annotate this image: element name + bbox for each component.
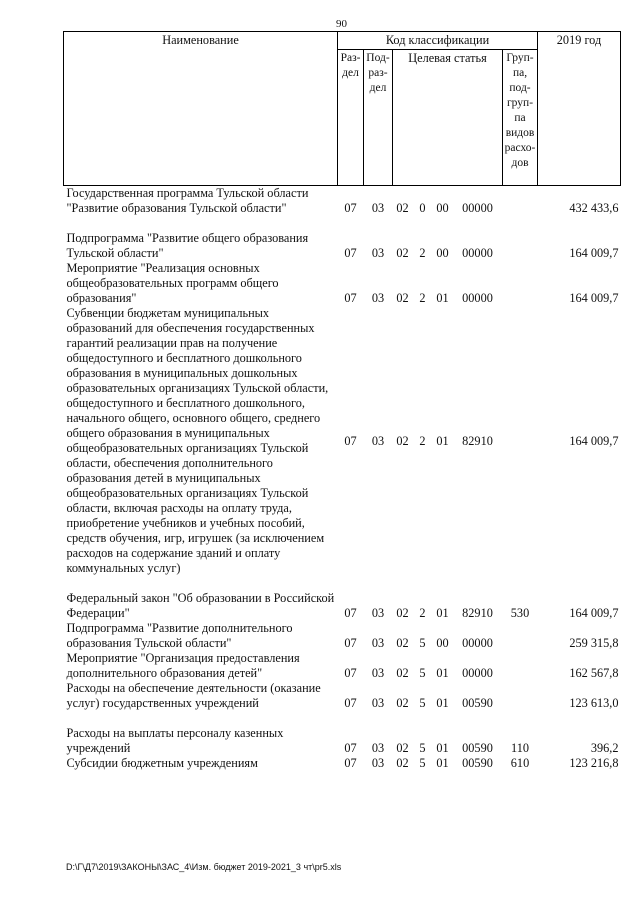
row-cs4: 00590 <box>462 696 493 710</box>
row-name: Расходы на выплаты персоналу казенных учреждений <box>66 726 284 755</box>
header-expense-group: Груп- па, под- груп- па видов расхо- дов <box>503 50 538 186</box>
budget-table <box>63 31 621 771</box>
row-podrazdel: 03 <box>371 696 385 710</box>
header-section: Раз- дел <box>338 50 364 186</box>
row-amount: 123 216,8 <box>569 756 619 770</box>
row-cs1: 02 <box>396 636 409 650</box>
row-cs3: 00 <box>436 636 449 650</box>
row-cs1: 02 <box>396 741 409 755</box>
header-target-article: Целевая статья <box>393 50 503 186</box>
row-cs3: 00 <box>436 246 449 260</box>
row-cs2: 2 <box>419 433 426 448</box>
header-classification: Код классификации <box>338 32 538 50</box>
row-cs4: 00000 <box>462 666 493 680</box>
row-cs4: 00000 <box>462 246 493 260</box>
row-cs2: 2 <box>419 246 426 260</box>
row-cs2: 5 <box>419 696 426 710</box>
row-cs1: 02 <box>396 433 409 448</box>
row-cs4: 82910 <box>462 433 493 448</box>
table-row <box>64 591 621 621</box>
row-podrazdel: 03 <box>371 246 385 260</box>
row-podrazdel: 03 <box>371 201 385 215</box>
table-row <box>64 261 621 306</box>
row-razdel: 07 <box>344 696 357 710</box>
row-vr <box>503 621 538 651</box>
row-cs2: 5 <box>419 741 426 755</box>
row-podrazdel: 03 <box>371 666 385 680</box>
row-razdel: 07 <box>344 606 357 620</box>
row-vr <box>503 681 538 711</box>
row-name: Субсидии бюджетным учреждениям <box>66 756 258 770</box>
row-cs1: 02 <box>396 756 409 770</box>
row-podrazdel: 03 <box>371 756 385 770</box>
row-razdel: 07 <box>344 636 357 650</box>
row-cs1: 02 <box>396 606 409 620</box>
row-podrazdel: 03 <box>371 291 385 305</box>
row-name: Федеральный закон "Об образовании в Российской Федерации" <box>66 591 335 620</box>
row-vr: 110 <box>511 741 529 755</box>
row-name: Мероприятие "Организация предоставления дополнительного образования детей" <box>66 651 300 680</box>
row-amount: 164 009,7 <box>569 606 619 620</box>
row-cs1: 02 <box>396 696 409 710</box>
row-spacer <box>64 711 621 726</box>
row-vr <box>503 261 538 306</box>
row-amount: 259 315,8 <box>569 636 619 650</box>
row-cs1: 02 <box>396 201 409 215</box>
row-razdel: 07 <box>344 741 357 755</box>
row-amount: 162 567,8 <box>569 666 619 680</box>
row-cs2: 2 <box>419 606 426 620</box>
table-row <box>64 186 621 217</box>
row-name: Расходы на обеспечение деятельности (оказание услуг) государственных учреждений <box>66 681 321 710</box>
row-cs2: 0 <box>419 201 426 215</box>
footer-file-path: D:\Г\Д7\2019\ЗАКОНЫ\ЗАС_4\Изм. бюджет 2019-2021_3 чт\pr5.xls <box>66 862 342 872</box>
row-vr: 610 <box>510 756 530 770</box>
row-vr: 530 <box>510 606 530 620</box>
row-podrazdel: 03 <box>371 636 385 650</box>
row-amount: 164 009,7 <box>569 246 619 260</box>
table-row <box>64 306 621 576</box>
header-name: Наименование <box>64 32 338 186</box>
row-cs3: 00 <box>436 201 449 215</box>
row-cs2: 5 <box>419 666 426 680</box>
row-razdel: 07 <box>344 756 357 770</box>
row-vr <box>503 651 538 681</box>
row-razdel: 07 <box>344 246 357 260</box>
table-row <box>64 621 621 651</box>
row-cs4: 00000 <box>462 636 493 650</box>
table-row <box>64 681 621 711</box>
row-cs1: 02 <box>396 291 409 305</box>
row-razdel: 07 <box>344 433 357 448</box>
row-amount: 164 009,7 <box>569 291 619 305</box>
page-number: 90 <box>336 18 347 30</box>
row-amount: 164 009,7 <box>569 433 619 448</box>
row-cs2: 2 <box>419 291 426 305</box>
row-razdel: 07 <box>344 291 357 305</box>
row-cs3: 01 <box>436 433 449 448</box>
table-row <box>64 756 621 771</box>
row-cs3: 01 <box>436 696 449 710</box>
row-cs4: 00000 <box>462 291 493 305</box>
row-name: Мероприятие "Реализация основных общеобразовательных программ общего образования" <box>66 261 279 305</box>
table-row <box>64 651 621 681</box>
row-name: Подпрограмма "Развитие дополнительного образования Тульской области" <box>66 621 293 650</box>
row-cs4: 82910 <box>462 606 493 620</box>
header-subsection: Под- раз- дел <box>364 50 393 186</box>
row-spacer <box>64 216 621 231</box>
row-cs2: 5 <box>419 756 426 770</box>
row-cs3: 01 <box>436 756 449 770</box>
row-podrazdel: 03 <box>371 606 385 620</box>
row-cs3: 01 <box>436 741 449 755</box>
row-cs4: 00000 <box>462 201 493 215</box>
header-year: 2019 год <box>538 32 621 186</box>
table-row <box>64 231 621 261</box>
row-cs1: 02 <box>396 246 409 260</box>
row-cs4: 00590 <box>462 741 493 755</box>
row-razdel: 07 <box>344 666 357 680</box>
row-spacer <box>64 576 621 591</box>
row-cs4: 00590 <box>462 756 493 770</box>
row-amount: 432 433,6 <box>569 201 619 215</box>
row-cs1: 02 <box>396 666 409 680</box>
row-amount: 123 613,0 <box>569 696 619 710</box>
row-vr <box>503 306 538 576</box>
row-razdel: 07 <box>344 201 357 215</box>
row-vr <box>503 186 538 217</box>
row-name: Субвенции бюджетам муниципальных образований для обеспечения государственных гарантий реализации прав на получение общедоступного и бесплатного дошкольного образования в муниципальных дошкольных образовательных организациях Тульской области, общедоступного и бесплатного дошкольного, начального общего, основного общего, среднего общего образования в муниципальных общеобразовательных организациях Тульской области, обеспечения дополнительного образования детей в муниципальных общеобразовательных организациях Тульской области, включая расходы на оплату труда, приобретение учебников и учебных пособий, средств обучения, игр, игрушек (за исключением расходов на содержание зданий и оплату коммунальных услуг) <box>66 306 329 575</box>
row-cs3: 01 <box>436 606 449 620</box>
row-name: Государственная программа Тульской области "Развитие образования Тульской области" <box>66 186 309 215</box>
row-amount: 396,2 <box>590 741 619 755</box>
table-row <box>64 726 621 756</box>
row-cs3: 01 <box>436 291 449 305</box>
row-vr <box>503 231 538 261</box>
row-name: Подпрограмма "Развитие общего образования Тульской области" <box>66 231 309 260</box>
row-podrazdel: 03 <box>371 741 385 755</box>
row-cs2: 5 <box>419 636 426 650</box>
row-cs3: 01 <box>436 666 449 680</box>
row-podrazdel: 03 <box>371 433 385 448</box>
